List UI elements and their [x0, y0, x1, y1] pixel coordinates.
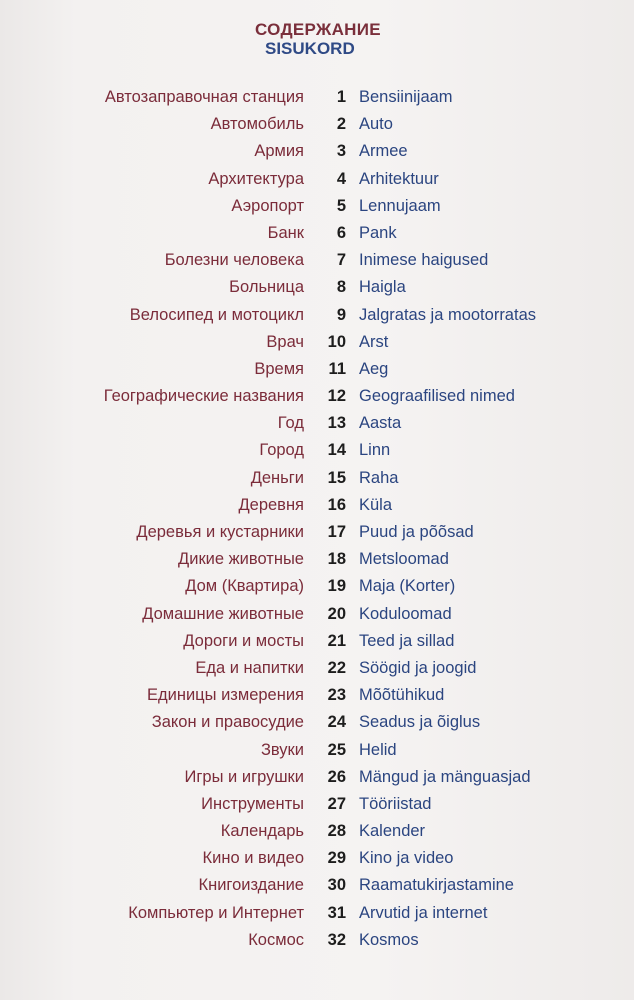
entry-title-russian: Инструменты — [201, 794, 304, 813]
entry-page-number: 7 — [336, 251, 346, 270]
entry-title-russian: Время — [254, 359, 304, 378]
toc-entry — [0, 577, 634, 604]
entry-page-number: 25 — [327, 740, 346, 759]
entry-title-estonian: Kosmos — [359, 930, 419, 949]
entry-title-russian: Единицы измерения — [147, 686, 304, 705]
toc-entry — [0, 686, 634, 713]
entry-page-number: 3 — [336, 142, 346, 161]
toc-entry — [0, 822, 634, 849]
entry-title-russian: Деньги — [250, 468, 304, 487]
title-russian: СОДЕРЖАНИЕ — [255, 20, 381, 39]
entry-title-estonian: Mängud ja mänguasjad — [359, 767, 531, 786]
entry-title-estonian: Arst — [359, 332, 389, 351]
entry-title-russian: Дикие животные — [178, 550, 304, 569]
entry-title-estonian: Söögid ja joogid — [359, 658, 477, 677]
entry-title-russian: Игры и игрушки — [184, 767, 304, 786]
title-estonian: SISUKORD — [265, 39, 355, 58]
entry-title-russian: Больница — [229, 278, 304, 297]
entry-title-russian: Болезни человека — [164, 251, 304, 270]
toc-entry — [0, 931, 634, 958]
entry-page-number: 14 — [327, 441, 346, 460]
entry-title-estonian: Mõõtühikud — [359, 686, 445, 705]
toc-entry — [0, 88, 634, 115]
entry-page-number: 10 — [327, 332, 346, 351]
entry-title-estonian: Linn — [359, 441, 391, 460]
entry-page-number: 21 — [327, 631, 346, 650]
entry-page-number: 12 — [327, 387, 346, 406]
entry-page-number: 20 — [327, 604, 346, 623]
entry-title-estonian: Teed ja sillad — [359, 631, 455, 650]
entry-page-number: 29 — [327, 849, 346, 868]
entry-page-number: 18 — [327, 550, 346, 569]
entry-title-russian: Дороги и мосты — [183, 631, 304, 650]
entry-title-estonian: Arvutid ja internet — [359, 903, 488, 922]
entry-title-estonian: Bensiinijaam — [359, 88, 453, 106]
entry-title-russian: Армия — [254, 142, 304, 161]
toc-entry — [0, 333, 634, 360]
entry-page-number: 8 — [336, 278, 346, 297]
entry-title-estonian: Auto — [359, 115, 393, 134]
entry-page-number: 11 — [328, 359, 346, 378]
entry-page-number: 23 — [327, 686, 346, 705]
toc-entry — [0, 251, 634, 278]
toc-entry — [0, 306, 634, 333]
toc-entry — [0, 795, 634, 822]
entry-title-estonian: Jalgratas ja mootorratas — [359, 305, 536, 324]
entry-page-number: 28 — [327, 822, 346, 841]
toc-entry — [0, 414, 634, 441]
entry-title-russian: Год — [277, 414, 304, 433]
toc-entry — [0, 115, 634, 142]
entry-page-number: 9 — [336, 305, 346, 324]
toc-entry — [0, 360, 634, 387]
entry-title-russian: Врач — [266, 332, 304, 351]
entry-title-russian: Деревня — [238, 495, 304, 514]
entry-title-russian: Географические названия — [103, 387, 304, 406]
toc-entry — [0, 904, 634, 931]
entry-title-estonian: Helid — [359, 740, 397, 759]
entry-title-russian: Кино и видео — [202, 849, 304, 868]
entry-title-russian: Архитектура — [208, 169, 304, 188]
entry-title-russian: Велосипед и мотоцикл — [129, 305, 304, 324]
entry-page-number: 1 — [336, 88, 346, 106]
toc-entry — [0, 278, 634, 305]
entry-title-russian: Компьютер и Интернет — [128, 903, 304, 922]
entry-title-russian: Аэропорт — [231, 196, 304, 215]
entry-page-number: 22 — [327, 658, 346, 677]
entry-page-number: 19 — [327, 577, 346, 596]
toc-entry — [0, 849, 634, 876]
entry-title-russian: Еда и напитки — [195, 658, 304, 677]
entry-title-estonian: Kalender — [359, 822, 426, 841]
toc-entry — [0, 523, 634, 550]
entry-page-number: 15 — [327, 468, 346, 487]
entry-title-estonian: Seadus ja õiglus — [359, 713, 481, 732]
entry-title-estonian: Aeg — [359, 359, 389, 378]
entry-page-number: 2 — [336, 115, 346, 134]
entry-title-estonian: Inimese haigused — [359, 251, 489, 270]
entry-title-estonian: Raha — [359, 468, 399, 487]
entry-title-russian: Автозаправочная станция — [104, 88, 304, 106]
entry-title-estonian: Kino ja video — [359, 849, 454, 868]
entry-title-russian: Звуки — [260, 740, 304, 759]
entry-title-estonian: Tööriistad — [359, 794, 432, 813]
entry-title-estonian: Pank — [359, 223, 397, 242]
toc-entry — [0, 713, 634, 740]
entry-title-estonian: Lennujaam — [359, 196, 441, 215]
entry-title-russian: Домашние животные — [142, 604, 304, 623]
toc-entry — [0, 768, 634, 795]
toc-entry — [0, 496, 634, 523]
entry-title-estonian: Haigla — [359, 278, 406, 297]
entry-title-estonian: Arhitektuur — [359, 169, 439, 188]
entry-page-number: 13 — [327, 414, 346, 433]
entry-title-russian: Космос — [248, 930, 304, 949]
entry-title-russian: Календарь — [220, 822, 304, 841]
entry-title-russian: Закон и правосудие — [151, 713, 304, 732]
entry-title-estonian: Koduloomad — [359, 604, 452, 623]
entry-page-number: 31 — [327, 903, 346, 922]
entry-page-number: 26 — [327, 767, 346, 786]
toc-entry — [0, 197, 634, 224]
toc-entry — [0, 387, 634, 414]
table-of-contents — [0, 88, 634, 958]
toc-entry — [0, 876, 634, 903]
entry-title-estonian: Armee — [359, 142, 408, 161]
entry-title-estonian: Aasta — [359, 414, 402, 433]
toc-entry — [0, 741, 634, 768]
entry-page-number: 4 — [336, 169, 346, 188]
entry-page-number: 5 — [336, 196, 346, 215]
entry-title-estonian: Geograafilised nimed — [359, 387, 515, 406]
toc-entry — [0, 659, 634, 686]
entry-page-number: 6 — [336, 223, 346, 242]
entry-title-russian: Дом (Квартира) — [185, 577, 304, 596]
entry-title-estonian: Maja (Korter) — [359, 577, 456, 596]
entry-page-number: 16 — [327, 495, 346, 514]
entry-page-number: 32 — [327, 930, 346, 949]
entry-page-number: 17 — [327, 523, 346, 541]
entry-title-russian: Город — [259, 441, 304, 460]
toc-entry — [0, 224, 634, 251]
entry-page-number: 30 — [327, 876, 346, 895]
toc-entry — [0, 441, 634, 468]
toc-entry — [0, 142, 634, 169]
entry-title-estonian: Küla — [359, 495, 393, 514]
toc-entry — [0, 550, 634, 577]
entry-page-number: 24 — [327, 713, 346, 732]
toc-entry — [0, 469, 634, 496]
entry-title-estonian: Raamatukirjastamine — [359, 876, 514, 895]
entry-title-russian: Книгоиздание — [198, 876, 304, 895]
entry-title-russian: Деревья и кустарники — [136, 523, 304, 541]
toc-entry — [0, 632, 634, 659]
entry-title-estonian: Metsloomad — [359, 550, 449, 569]
entry-title-estonian: Puud ja põõsad — [359, 523, 474, 541]
toc-entry — [0, 605, 634, 632]
entry-page-number: 27 — [327, 794, 346, 813]
entry-title-russian: Автомобиль — [210, 115, 304, 134]
toc-entry — [0, 170, 634, 197]
entry-title-russian: Банк — [267, 223, 304, 242]
